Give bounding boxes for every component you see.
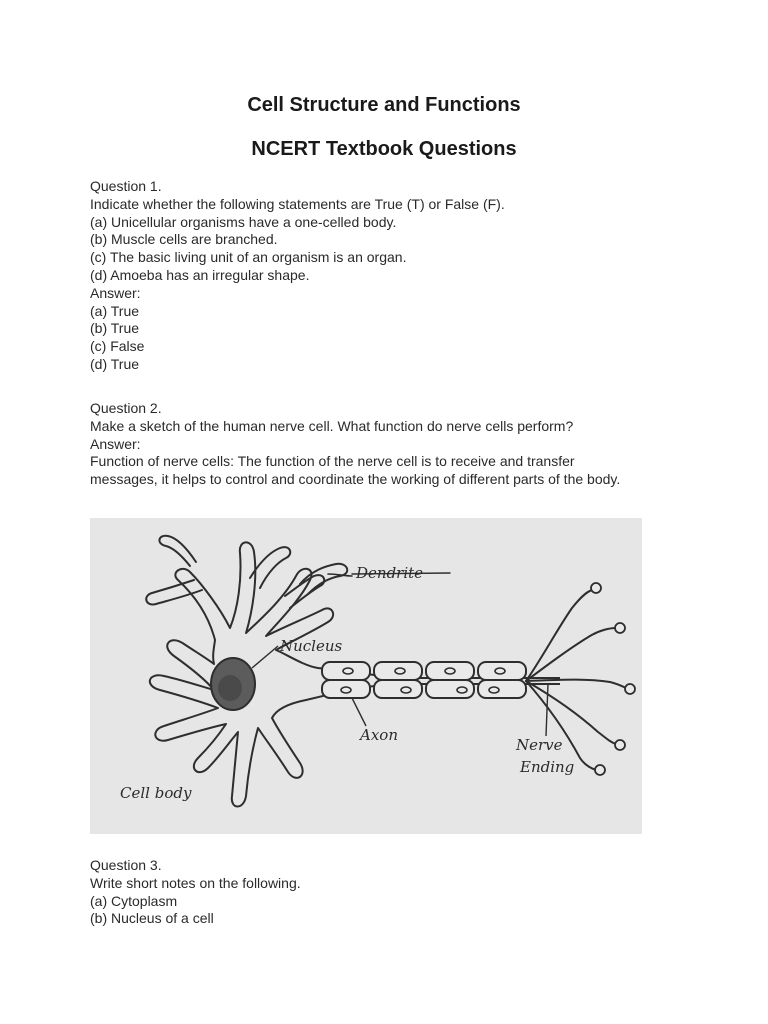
question-2 [90,400,710,489]
statement-a: (a) Unicellular organisms have a one-celled body. [90,213,397,230]
item-b: (b) Nucleus of a cell [90,910,214,927]
answer-b: (b) True [90,320,140,337]
question-1-answer-label: Answer: [90,284,141,301]
question-2-prompt: Make a sketch of the human nerve cell. What function do nerve cells perform? [90,417,574,434]
question-2-answer-line-2: messages, it helps to control and coordinate the working of different parts of the body. [90,471,621,488]
nerve-cell-drawing [90,518,642,834]
question-3 [90,857,710,928]
page-subtitle: NCERT Textbook Questions [251,138,517,160]
question-2-answer-line-1: Function of nerve cells: The function of the nerve cell is to receive and transfer [90,453,575,470]
label-dendrite: Dendrite [356,564,424,582]
label-cell-body: Cell body [120,784,192,802]
nerve-cell-sketch [90,518,642,834]
answer-d: (d) True [90,355,140,372]
statement-d: (d) Amoeba has an irregular shape. [90,266,310,283]
question-1-prompt: Indicate whether the following statements are True (T) or False (F). [90,195,505,212]
question-2-heading: Question 2. [90,400,162,416]
answer-a: (a) True [90,302,140,319]
question-1 [90,178,710,374]
statement-c: (c) The basic living unit of an organism is an organ. [90,249,407,266]
label-nerve: Nerve [516,736,563,754]
label-nucleus: Nucleus [280,637,343,655]
question-3-prompt: Write short notes on the following. [90,874,301,891]
question-3-heading: Question 3. [90,857,162,873]
answer-c: (c) False [90,338,145,355]
question-2-answer-label: Answer: [90,435,141,452]
label-axon: Axon [360,726,398,744]
statement-b: (b) Muscle cells are branched. [90,231,278,248]
label-ending: Ending [520,758,575,776]
item-a: (a) Cytoplasm [90,892,178,909]
page-title: Cell Structure and Functions [247,94,521,116]
question-1-heading: Question 1. [90,178,162,194]
